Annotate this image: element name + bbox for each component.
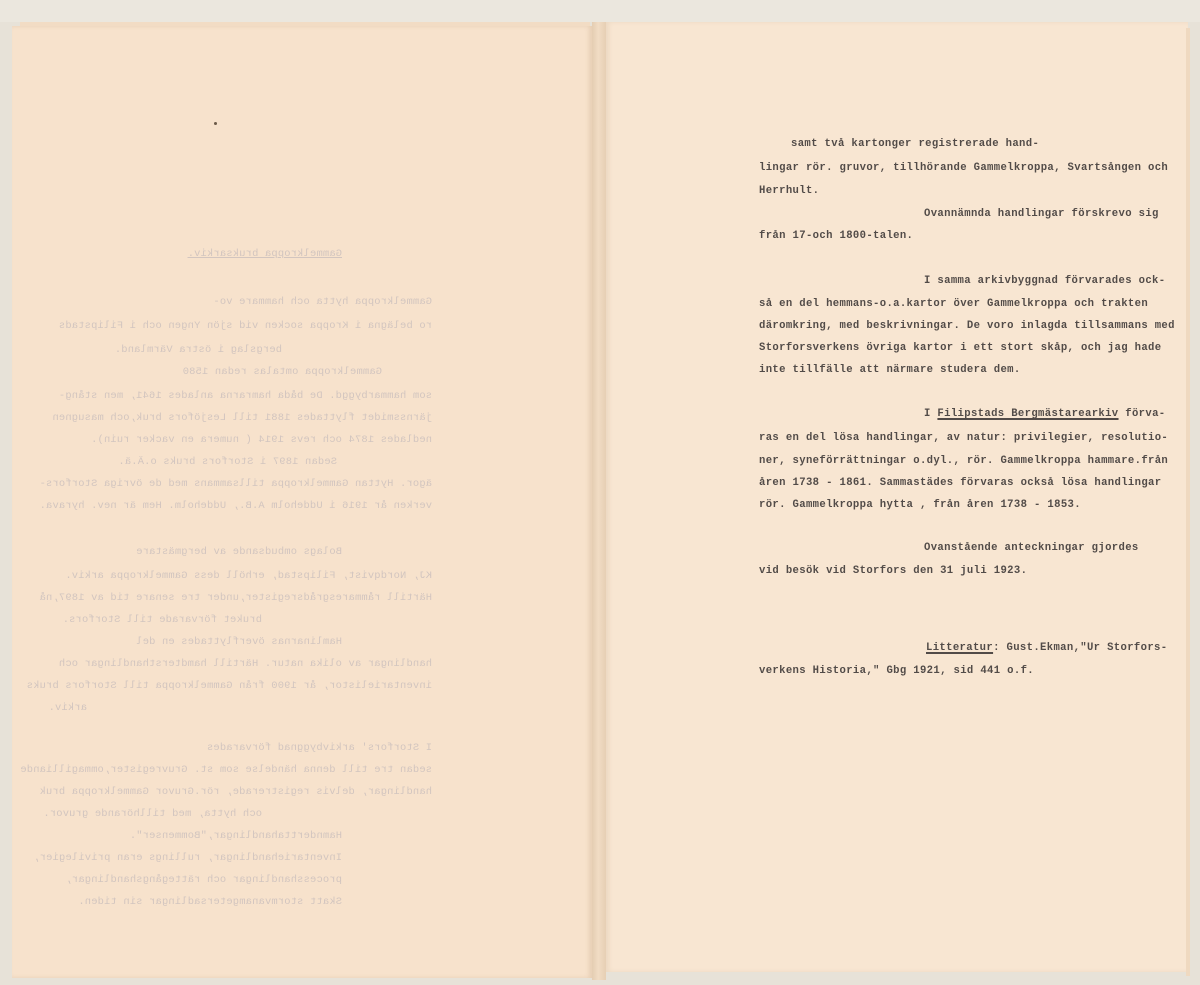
bleed-line: bergslag i östra Värmland. [114, 344, 282, 356]
bleed-line: arkiv. [48, 702, 87, 714]
bleed-line: ro belägna i Kroppa socken vid sjön Yngen och i Filipstads [58, 320, 432, 332]
underlined-literature-label: Litteratur [926, 642, 994, 654]
bleed-line: bruket förvarade till Storfors. [62, 614, 262, 626]
bleed-line: I Storfors' arkivbyggnad förvarades [206, 742, 432, 754]
text-line: inte tillfälle att närmare studera dem. [759, 364, 1021, 376]
left-page [12, 26, 592, 978]
text-line: ras en del lösa handlingar, av natur: privilegier, resolutio- [759, 432, 1169, 444]
bleed-line: järnssmidet flyttades 1881 till Lesjöfors bruk,och masugnen [52, 412, 432, 424]
bleed-line: och hytta, med tillhörande gruvor. [43, 808, 262, 820]
text-fragment: I [924, 408, 938, 420]
bleed-title: Gammelkroppa bruksarkiv. [187, 248, 342, 260]
text-fragment: förva- [1118, 408, 1166, 420]
underlined-archive-name: Filipstads Bergmästarearkiv [937, 408, 1119, 420]
text-line: Herrhult. [759, 185, 820, 197]
right-page [606, 22, 1188, 972]
bleed-line: ägor. Hyttan Gammelkroppa tillsammans med de övriga Storfors- [39, 478, 432, 490]
bleed-line: handlingar av olika natur. Härtill hamdtersthandlingar och [58, 658, 432, 670]
literature-line [926, 642, 1167, 654]
bleed-line: nedlades 1874 och revs 1914 ( numera en vacker ruin). [90, 434, 432, 446]
bleed-line: Härtill råmmaresgrådsregister,under tre senare tid av 1897,nå [39, 592, 432, 604]
text-line: Ovannämnda handlingar förskrevo sig [924, 208, 1159, 220]
bleed-through-text [12, 26, 592, 978]
text-line: så en del hemmans-o.a.kartor över Gammelkroppa och trakten [759, 298, 1149, 310]
bleed-line: inventarielistor, år 1900 från Gammelkroppa till Storfors bruks [26, 680, 432, 692]
text-fragment: : Gust.Ekman,"Ur Storfors- [993, 642, 1168, 654]
text-line: verkens Historia," Gbg 1921, sid 441 o.f. [759, 665, 1034, 677]
bleed-line: Hamlinarnas överflyttades en del [136, 636, 342, 648]
text-line: rör. Gammelkroppa hytta , från åren 1738 - 1853. [759, 499, 1081, 511]
bleed-line: som hammarbyggd. De båda hamrarna anlades 1641, men stång- [58, 390, 432, 402]
bleed-line: Sedan 1897 i Storfors bruks o.Ä.ä. [118, 456, 337, 468]
text-line: vid besök vid Storfors den 31 juli 1923. [759, 565, 1028, 577]
bleed-line: verken år 1916 i Uddeholm A.B., Uddeholm. Hem är nev. hyrava. [39, 500, 432, 512]
book-spine [592, 22, 606, 980]
text-line: lingar rör. gruvor, tillhörande Gammelkroppa, Svartsången och [759, 162, 1169, 174]
text-line: ner, syneförrättningar o.dyl., rör. Gammelkroppa hammare.från [759, 455, 1169, 467]
bleed-line: processhandlingar och rättegångshandlingar, [65, 874, 342, 886]
text-line: samt två kartonger registrerade hand- [791, 138, 1040, 150]
text-line: Ovanstående anteckningar gjordes [924, 542, 1139, 554]
bleed-line: Skatt stormvanamgetersadlingar sin tiden. [78, 896, 342, 908]
paper-speck [214, 122, 217, 125]
bleed-line: Gammelkroppa omtalas redan 1580 [182, 366, 382, 378]
bleed-line: KJ, Nordqvist, Filipstad, erhöll dess Gammelkroppa arkiv. [65, 570, 432, 582]
bleed-line: Gammelkroppa hytta och hammare vo- [213, 296, 432, 308]
text-line: I samma arkivbyggnad förvarades ock- [924, 275, 1166, 287]
scan-border [0, 0, 1200, 22]
bleed-line: Inventariehandlingar, rullings eran privilegier, [33, 852, 342, 864]
bleed-line: Bolags ombudsande av bergmästare [136, 546, 342, 558]
page-stack-edge [1186, 28, 1190, 976]
bleed-line: sedan tre till denna händelse som st. Gruvregister,ommagilliande [20, 764, 432, 776]
bleed-line: Hamnderttahandlingar,"Bommenser". [129, 830, 342, 842]
archive-reference-line [924, 408, 1165, 420]
text-line: åren 1738 - 1861. Sammastädes förvaras också lösa handlingar [759, 477, 1162, 489]
text-line: däromkring, med beskrivningar. De voro inlagda tillsammans med [759, 320, 1175, 332]
text-line: Storforsverkens övriga kartor i ett stort skåp, och jag hade [759, 342, 1162, 354]
text-line: från 17-och 1800-talen. [759, 230, 914, 242]
bleed-line: handlingar, delvis registrerade, rör.Gruvor Gammelkroppa bruk [39, 786, 432, 798]
